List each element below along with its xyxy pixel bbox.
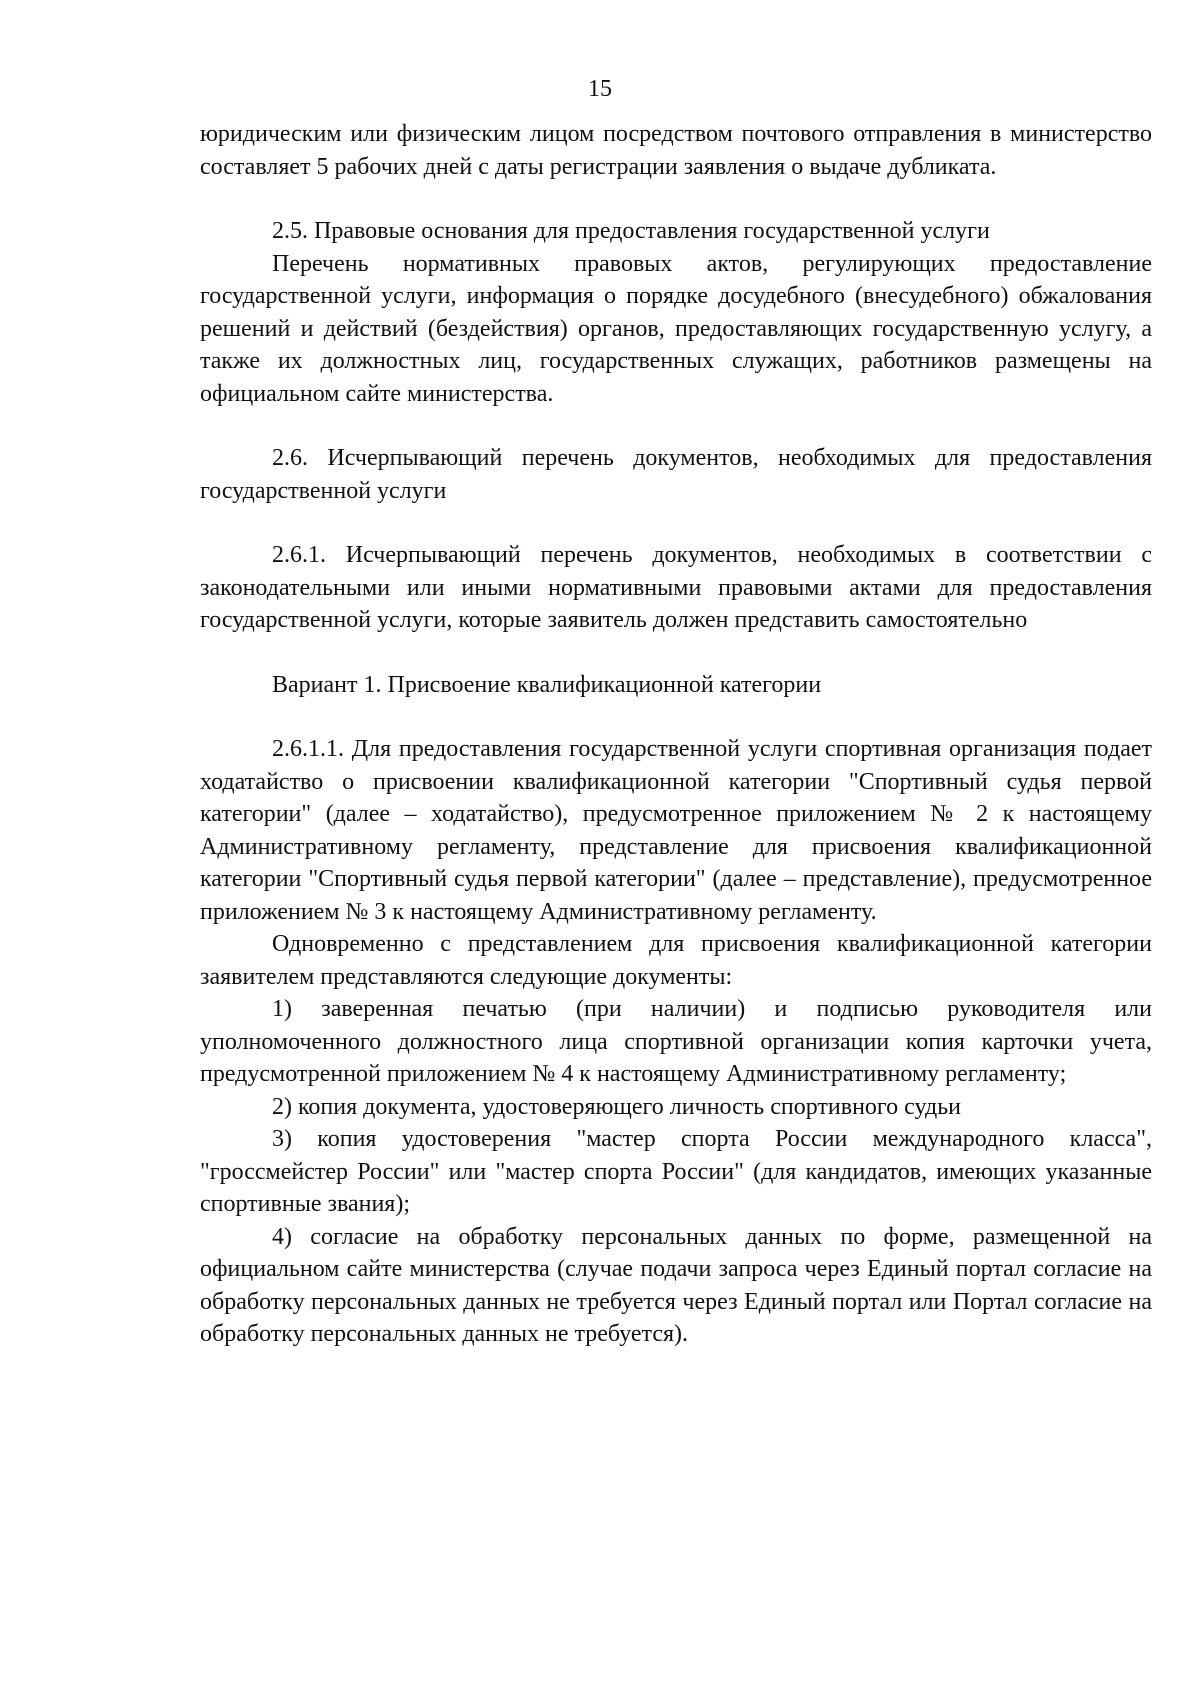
section-heading-2-6-1: 2.6.1. Исчерпывающий перечень документов, необходимых в соответствии с законодательными или иными нормативными правовыми актами для предоставления государственной услуги, которые заявитель должен представить самостоятельно	[200, 542, 1152, 633]
paragraph-legal-basis: Перечень нормативных правовых актов, регулирующих предоставление государственной услуги, информация о порядке досудебного (внесудебного) обжалования решений и действий (бездействия) органов, предоставляющих государственную услугу, а также их должностных лиц, государственных служащих, работников размещены на официальном сайте министерства.	[200, 250, 1152, 407]
paragraph-documents-intro: Одновременно с представлением для присвоения квалификационной категории заявителем представляются следующие документы:	[200, 931, 1152, 990]
list-item-4: 4) согласие на обработку персональных данных по форме, размещенной на официальном сайте министерства (случае подачи запроса через Единый портал согласие на обработку персональных данных не требуется через Единый портал или Портал согласие на обработку персональных данных не требуется).	[200, 1223, 1152, 1347]
section-heading-2-6: 2.6. Исчерпывающий перечень документов, необходимых для предоставления государственной услуги	[200, 445, 1152, 504]
page-number: 15	[588, 76, 612, 102]
list-item-1: 1) заверенная печатью (при наличии) и подписью руководителя или уполномоченного должностного лица спортивной организации копия карточки учета, предусмотренной приложением № 4 к настоящему Административному регламенту;	[200, 996, 1152, 1087]
list-item-2: 2) копия документа, удостоверяющего личность спортивного судьи	[272, 1093, 961, 1120]
document-body	[200, 118, 1152, 1351]
variant-heading: Вариант 1. Присвоение квалификационной категории	[272, 671, 822, 698]
section-heading-2-5: 2.5. Правовые основания для предоставления государственной услуги	[272, 218, 990, 244]
list-item-3: 3) копия удостоверения "мастер спорта России международного класса", "гроссмейстер России" или "мастер спорта России" (для кандидатов, имеющих указанные спортивные звания);	[200, 1126, 1152, 1217]
paragraph-2-6-1-1: 2.6.1.1. Для предоставления государственной услуги спортивная организация подает ходатайство о присвоении квалификационной категории "Спортивный судья первой категории" (далее – ходатайство), предусмотренное приложением № 2 к настоящему Административному регламенту, представление для присвоения квалификационной категории "Спортивный судья первой категории" (далее – представление), предусмотренное приложением № 3 к настоящему Административному регламенту.	[200, 736, 1152, 925]
paragraph-duplicate-term: юридическим или физическим лицом посредством почтового отправления в министерство составляет 5 рабочих дней с даты регистрации заявления о выдаче дубликата.	[200, 121, 1152, 180]
